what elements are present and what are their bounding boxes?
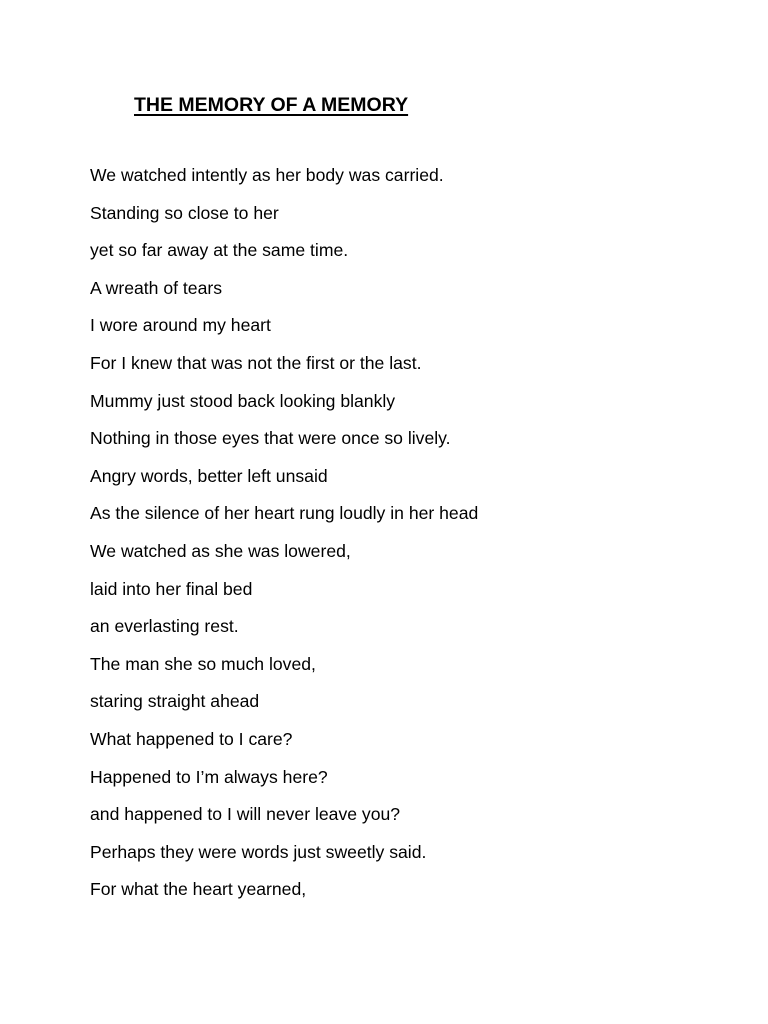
poem-line: For I knew that was not the first or the last.: [90, 352, 422, 373]
poem-line: laid into her final bed: [90, 578, 253, 599]
poem-line: Mummy just stood back looking blankly: [90, 390, 396, 411]
poem-line: For what the heart yearned,: [90, 879, 307, 900]
poem-title: THE MEMORY OF A MEMORY: [134, 94, 409, 116]
poem-line: Standing so close to her: [90, 202, 279, 223]
poem-line: I wore around my heart: [90, 315, 271, 336]
poem-line: As the silence of her heart rung loudly in her head: [90, 503, 479, 524]
poem-line: A wreath of tears: [90, 277, 223, 298]
poem-line: Angry words, better left unsaid: [90, 465, 328, 486]
poem-line: an everlasting rest.: [90, 616, 239, 637]
poem-line: and happened to I will never leave you?: [90, 804, 401, 825]
poem-line: Perhaps they were words just sweetly said.: [90, 841, 427, 862]
poem-line: Nothing in those eyes that were once so lively.: [90, 428, 451, 449]
poem-line: yet so far away at the same time.: [90, 240, 349, 261]
poem-line: What happened to I care?: [90, 728, 293, 749]
poem-body: [90, 163, 478, 915]
poem-line: The man she so much loved,: [90, 653, 316, 674]
poem-line: Happened to I’m always here?: [90, 766, 328, 787]
poem-line: We watched as she was lowered,: [90, 540, 351, 561]
poem-line: We watched intently as her body was carried.: [90, 165, 444, 185]
poem-line: staring straight ahead: [90, 691, 260, 712]
